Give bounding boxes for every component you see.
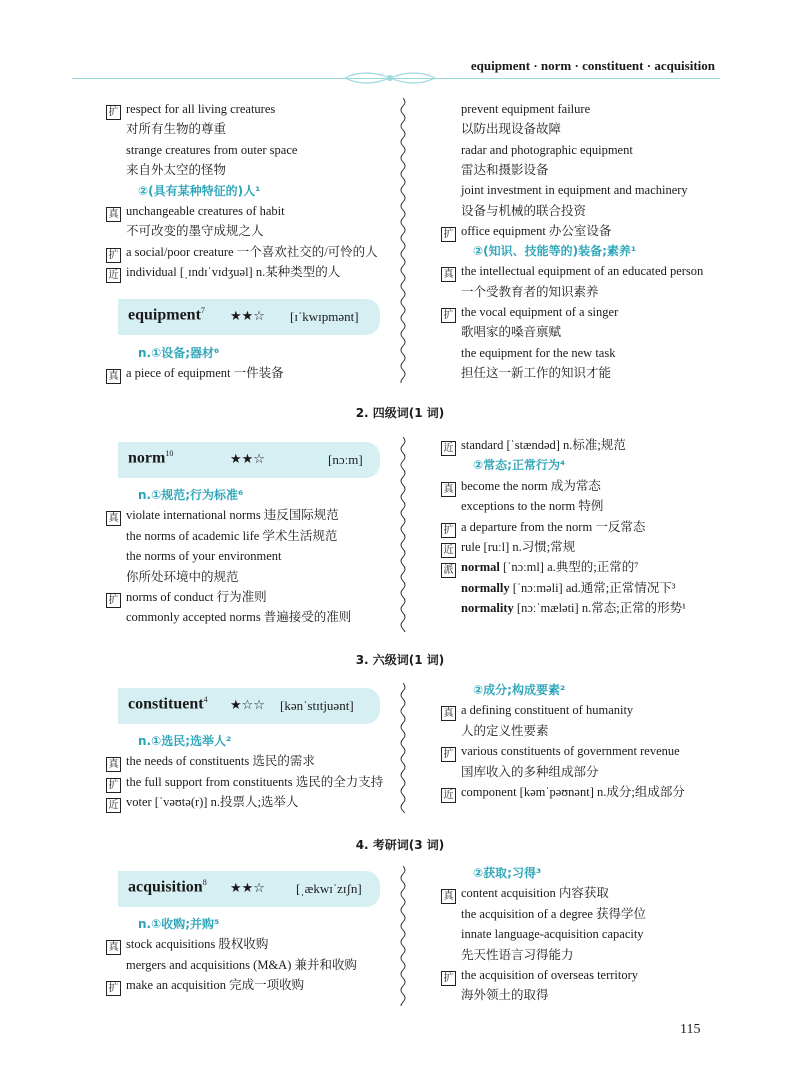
line-text: 先天性语言习得能力 xyxy=(461,947,574,962)
example-line xyxy=(106,793,298,811)
example-line xyxy=(126,568,239,586)
line-text: [ˈnɔːml] a.典型的;正常的⁷ xyxy=(499,560,639,575)
tag-badge: 扩 xyxy=(441,747,456,762)
sense-heading xyxy=(138,486,243,504)
line-text: innate language-acquisition capacity xyxy=(461,927,644,942)
example-line xyxy=(441,477,601,495)
tag-badge: 扩 xyxy=(441,308,456,323)
example-line xyxy=(461,925,644,943)
example-line xyxy=(106,773,383,791)
column-divider xyxy=(398,683,408,813)
example-line xyxy=(126,120,226,138)
example-line xyxy=(461,141,633,159)
example-line xyxy=(441,966,638,984)
sense-heading xyxy=(473,681,565,699)
pronunciation: [ˌækwɪˈzɪʃn] xyxy=(296,881,362,896)
example-line xyxy=(106,588,267,606)
tag-badge: 近 xyxy=(441,441,456,456)
example-line xyxy=(126,956,357,974)
tag-badge: 近 xyxy=(441,543,456,558)
line-text: 你所处环境中的规范 xyxy=(126,569,239,584)
tag-badge: 扩 xyxy=(441,227,456,242)
example-line xyxy=(441,742,680,760)
example-line xyxy=(461,905,646,923)
sense-heading xyxy=(473,456,565,474)
pronunciation: [kənˈstɪtjuənt] xyxy=(280,698,354,713)
line-text: rule [ruːl] n.习惯;常规 xyxy=(461,540,576,554)
example-line xyxy=(461,497,603,515)
tag-badge: 派 xyxy=(441,563,456,578)
star-rating: ★★☆ xyxy=(230,309,265,324)
page-number: 115 xyxy=(680,1022,701,1037)
tag-badge: 真 xyxy=(106,511,121,526)
line-text: the norms of academic life 学术生活规范 xyxy=(126,528,338,543)
line-text: content acquisition 内容获取 xyxy=(461,886,609,901)
line-text: 一个受教育者的知识素养 xyxy=(461,284,599,299)
line-text: individual [ˌɪndɪˈvɪdʒuəl] n.某种类型的人 xyxy=(126,265,341,280)
entry-box-constituent xyxy=(118,688,380,724)
running-header: equipment · norm · constituent · acquisition xyxy=(470,58,715,73)
line-text: 国库收入的多种组成部分 xyxy=(461,764,599,779)
sense-label: n.①选民;选举人² xyxy=(138,734,232,748)
example-line xyxy=(106,243,378,261)
example-line xyxy=(126,222,264,240)
sense-label: n.①规范;行为标准⁶ xyxy=(138,488,244,502)
headword: acquisition$^8$ xyxy=(128,878,207,896)
tag-badge: 近 xyxy=(441,788,456,803)
sense-heading xyxy=(473,242,636,260)
sense-heading xyxy=(473,864,541,882)
line-text: the acquisition of overseas territory xyxy=(461,968,639,982)
line-text: the norms of your environment xyxy=(126,549,282,564)
line-text: 雷达和摄影设备 xyxy=(461,162,549,177)
line-text: 不可改变的墨守成规之人 xyxy=(126,224,264,239)
line-text: the acquisition of a degree 获得学位 xyxy=(461,906,647,921)
tag-badge: 真 xyxy=(106,940,121,955)
line-text: become the norm 成为常态 xyxy=(461,478,601,493)
example-line xyxy=(461,364,611,382)
line-text: a defining constituent of humanity xyxy=(461,703,634,718)
tag-badge: 真 xyxy=(106,757,121,772)
example-line xyxy=(461,202,586,220)
line-text: the needs of constituents 选民的需求 xyxy=(126,754,315,769)
example-line xyxy=(441,538,575,556)
sense-label: n.①设备;器材⁶ xyxy=(138,346,220,360)
line-text: stock acquisitions 股权收购 xyxy=(126,937,269,952)
line-text: unchangeable creatures of habit xyxy=(126,204,285,218)
example-line xyxy=(106,100,275,118)
line-text: commonly accepted norms 普遍接受的准则 xyxy=(126,610,352,625)
example-line xyxy=(461,763,599,781)
headword: equipment$^7$ xyxy=(128,306,205,324)
sense-heading xyxy=(138,732,231,750)
line-text: exceptions to the norm 特例 xyxy=(461,499,604,514)
line-text: [nɔːˈmæləti] n.常态;正常的形势¹ xyxy=(513,601,686,616)
line-text: 以防出现设备故障 xyxy=(461,122,562,137)
star-rating: ★★☆ xyxy=(230,452,265,467)
example-line xyxy=(461,579,675,597)
example-line xyxy=(441,222,611,240)
example-line xyxy=(441,436,626,454)
line-text: the vocal equipment of a singer xyxy=(461,305,619,319)
example-line xyxy=(441,884,609,902)
sense-label: ②(知识、技能等的)装备;素养¹ xyxy=(473,244,637,259)
line-text: 来自外太空的怪物 xyxy=(126,163,227,178)
example-line xyxy=(106,752,315,770)
tag-badge: 扩 xyxy=(106,593,121,608)
line-text: prevent equipment failure xyxy=(461,102,591,116)
line-text: office equipment 办公室设备 xyxy=(461,223,612,238)
tag-badge: 扩 xyxy=(441,523,456,538)
pronunciation: [nɔːm] xyxy=(328,452,363,467)
example-line xyxy=(461,100,590,118)
line-text: respect for all living creatures xyxy=(126,102,276,116)
section-heading-cet4: 2. 四级词(1 词) xyxy=(355,406,445,420)
sense-heading xyxy=(138,915,219,933)
tag-badge: 扩 xyxy=(106,981,121,996)
tag-badge: 真 xyxy=(106,207,121,222)
example-line xyxy=(106,506,339,524)
star-rating: ★☆☆ xyxy=(230,698,265,713)
tag-badge: 扩 xyxy=(106,778,121,793)
example-line xyxy=(461,722,549,740)
line-text: 人的定义性要素 xyxy=(461,723,549,738)
tag-badge: 扩 xyxy=(106,248,121,263)
line-text: violate international norms 违反国际规范 xyxy=(126,508,339,523)
example-line xyxy=(106,935,268,953)
line-text: the intellectual equipment of an educated person xyxy=(461,264,704,279)
example-line xyxy=(106,364,284,382)
tag-badge: 真 xyxy=(441,889,456,904)
sense-label: ②(具有某种特征的)人¹ xyxy=(138,183,261,198)
line-text: various constituents of government revenue xyxy=(461,744,680,759)
line-text: 担任这一新工作的知识才能 xyxy=(461,365,612,380)
line-text: a departure from the norm 一反常态 xyxy=(461,519,646,534)
tag-badge: 真 xyxy=(441,706,456,721)
line-text: standard [ˈstændəd] n.标准;规范 xyxy=(461,438,626,452)
section-heading-postgrad: 4. 考研词(3 词) xyxy=(355,838,445,852)
header-ornament-icon xyxy=(340,66,440,90)
line-text: 海外领土的取得 xyxy=(461,988,549,1003)
example-line xyxy=(126,608,351,626)
entry-box-equipment xyxy=(118,299,380,335)
line-text: a social/poor creature 一个喜欢社交的/可怜的人 xyxy=(126,244,378,259)
sense-label: n.①收购;并购⁵ xyxy=(138,917,220,931)
example-line xyxy=(461,181,688,199)
example-line xyxy=(461,161,549,179)
line-text: 设备与机械的联合投资 xyxy=(461,203,587,218)
example-line xyxy=(126,547,282,565)
pronunciation: [ɪˈkwɪpmənt] xyxy=(290,309,359,324)
sense-label: ②获取;习得³ xyxy=(473,866,542,880)
line-text: voter [ˈvəʊtə(r)] n.投票人;选举人 xyxy=(126,795,299,810)
example-line xyxy=(461,599,686,617)
tag-badge: 近 xyxy=(106,798,121,813)
line-text: a piece of equipment 一件装备 xyxy=(126,366,284,381)
section-heading-cet6: 3. 六级词(1 词) xyxy=(355,653,445,667)
example-line xyxy=(461,283,599,301)
tag-badge: 扩 xyxy=(441,971,456,986)
example-line xyxy=(106,976,304,994)
sense-heading xyxy=(138,344,219,362)
example-line xyxy=(461,344,615,362)
line-text: [ˈnɔːməli] ad.通常;正常情况下³ xyxy=(509,580,676,595)
column-divider xyxy=(398,437,408,632)
example-line xyxy=(441,558,639,576)
star-rating: ★★☆ xyxy=(230,881,265,896)
tag-badge: 真 xyxy=(441,267,456,282)
headword: constituent$^4$ xyxy=(128,695,208,713)
derived-word: normally xyxy=(461,580,510,595)
entry-box-norm xyxy=(118,442,380,478)
example-line xyxy=(441,783,685,801)
example-line xyxy=(106,202,285,220)
sense-label: ②成分;构成要素² xyxy=(473,683,566,697)
derived-word: normality xyxy=(461,601,514,616)
example-line xyxy=(126,527,337,545)
tag-badge: 真 xyxy=(441,482,456,497)
example-line xyxy=(461,120,561,138)
example-line xyxy=(126,161,226,179)
example-line xyxy=(441,262,703,280)
example-line xyxy=(441,701,633,719)
tag-badge: 真 xyxy=(106,369,121,384)
line-text: 对所有生物的尊重 xyxy=(126,122,227,137)
line-text: mergers and acquisitions (M&A) 兼并和收购 xyxy=(126,957,357,972)
line-text: joint investment in equipment and machinery xyxy=(461,183,688,198)
line-text: make an acquisition 完成一项收购 xyxy=(126,978,305,993)
headword: norm$^{10}$ xyxy=(128,449,174,467)
tag-badge: 近 xyxy=(106,268,121,283)
column-divider xyxy=(398,98,408,383)
sense-heading xyxy=(138,182,260,200)
tag-badge: 扩 xyxy=(106,105,121,120)
line-text: the equipment for the new task xyxy=(461,345,616,360)
example-line xyxy=(106,263,340,281)
example-line xyxy=(441,518,645,536)
line-text: norms of conduct 行为准则 xyxy=(126,590,267,604)
example-line xyxy=(461,323,561,341)
example-line xyxy=(441,303,618,321)
sense-label: ②常态;正常行为⁴ xyxy=(473,458,566,473)
line-text: strange creatures from outer space xyxy=(126,142,298,157)
line-text: radar and photographic equipment xyxy=(461,142,633,157)
entry-box-acquisition xyxy=(118,871,380,907)
derived-word: normal xyxy=(461,560,500,575)
line-text: the full support from constituents 选民的全力支持 xyxy=(126,774,384,789)
column-divider xyxy=(398,866,408,1006)
example-line xyxy=(461,946,574,964)
example-line xyxy=(126,141,297,159)
line-text: component [kəmˈpəʊnənt] n.成分;组成部分 xyxy=(461,785,685,799)
line-text: 歌唱家的嗓音禀赋 xyxy=(461,325,562,340)
example-line xyxy=(461,986,549,1004)
